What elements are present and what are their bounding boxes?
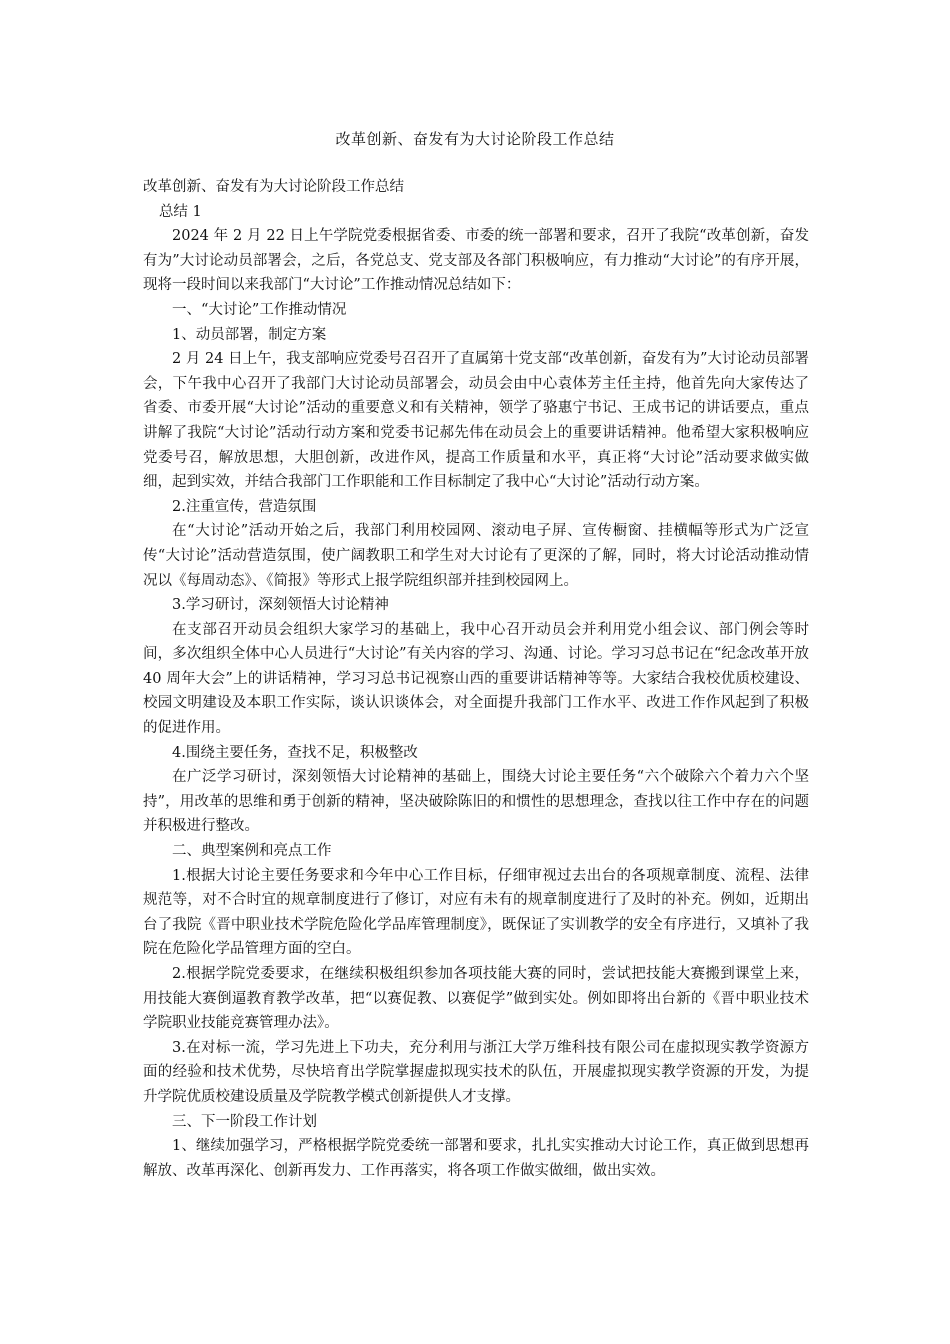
subsection-heading-1-4: 4.围绕主要任务，查找不足，积极整改 [172, 744, 418, 761]
intro-paragraph: 2024 年 2 月 22 日上午学院党委根据省委、市委的统一部署和要求，召开了我院“改革创新，奋发有为”大讨论动员部署会，之后，各党总支、党支部及各部门积极响应，有力推动“大讨论”的有序开展，现将一段时间以来我部门“大讨论”工作推动情况总结如下： [143, 228, 809, 294]
paragraph-3-1: 1、继续加强学习，严格根据学院党委统一部署和要求，扎扎实实推动大讨论工作，真正做到思想再解放、改革再深化、创新再发力、工作再落实，将各项工作做实做细，做出实效。 [143, 1138, 809, 1179]
paragraph-1-2: 在“大讨论”活动开始之后，我部门利用校园网、滚动电子屏、宣传橱窗、挂横幅等形式为广泛宣传“大讨论”活动营造氛围，使广阔教职工和学生对大讨论有了更深的了解，同时，将大讨论活动推动情况以《每周动态》、《简报》等形式上报学院组织部并挂到校园网上。 [143, 523, 809, 589]
subsection-heading-1-2: 2.注重宣传，营造氛围 [172, 498, 317, 515]
paragraph-2-3: 3.在对标一流，学习先进上下功夫，充分利用与浙江大学万维科技有限公司在虚拟现实教学资源方面的经验和技术优势，尽快培育出学院掌握虚拟现实技术的队伍，开展虚拟现实教学资源的开发，为提升学院优质校建设质量及学院教学模式创新提供人才支撑。 [143, 1039, 809, 1105]
section-heading-1: 一、“大讨论”工作推动情况 [172, 301, 347, 318]
section-heading-3: 三、下一阶段工作计划 [172, 1113, 317, 1130]
paragraph-1-4: 在广泛学习研讨，深刻领悟大讨论精神的基础上，围绕大讨论主要任务“六个破除六个着力六个坚持”，用改革的思维和勇于创新的精神，坚决破除陈旧的和惯性的思想理念，查找以往工作中存在的问题并积极进行整改。 [143, 769, 809, 835]
document-title: 改革创新、奋发有为大讨论阶段工作总结 [335, 130, 615, 148]
paragraph-1-3: 在支部召开动员会组织大家学习的基础上，我中心召开动员会并利用党小组会议、部门例会等时间，多次组织全体中心人员进行“大讨论”有关内容的学习、沟通、讨论。学习习总书记在“纪念改革开放 40 周年大会”上的讲话精神，学习习总书记视察山西的重要讲话精神等等。大家结合我校优质校建设、校园文明建设及本职工作实际，谈认识谈体会，对全面提升我部门工作水平、改进工作作风起到了积极的促进作用。 [143, 621, 814, 737]
paragraph-2-1: 1.根据大讨论主要任务要求和今年中心工作目标，仔细审视过去出台的各项规章制度、流程、法律规范等，对不合时宜的规章制度进行了修订，对应有未有的规章制度进行了及时的补充。例如，近期出台了我院《晋中职业技术学院危险化学品库管理制度》，既保证了实训教学的安全有序进行，又填补了我院在危险化学品管理方面的空白。 [143, 867, 809, 958]
summary-number: 总结 1 [158, 203, 202, 220]
paragraph-1-1: 2 月 24 日上午，我支部响应党委号召召开了直属第十党支部“改革创新，奋发有为”大讨论动员部署会，下午我中心召开了我部门大讨论动员部署会，动员会由中心袁体芳主任主持，他首先向大家传达了省委、市委开展“大讨论”活动的重要意义和有关精神，领学了骆惠宁书记、王成书记的讲话要点，重点讲解了我院“大讨论”活动行动方案和党委书记郝先伟在动员会上的重要讲话精神。他希望大家积极响应党委号召，解放思想，大胆创新，改进作风，提高工作质量和水平，真正将“大讨论”活动要求做实做细，起到实效，并结合我部门工作职能和工作目标制定了我中心“大讨论”活动行动方案。 [143, 351, 809, 491]
subsection-heading-1-3: 3.学习研讨，深刻领悟大讨论精神 [172, 597, 389, 614]
paragraph-2-2: 2.根据学院党委要求，在继续积极组织参加各项技能大赛的同时，尝试把技能大赛搬到课堂上来，用技能大赛倒逼教育教学改革，把“以赛促教、以赛促学”做到实处。例如即将出台新的《晋中职业技术学院职业技能竞赛管理办法》。 [143, 966, 809, 1032]
section-heading-2: 二、典型案例和亮点工作 [172, 843, 332, 860]
subsection-heading-1-1: 1、动员部署，制定方案 [172, 326, 327, 343]
document-body [143, 175, 814, 1183]
body-heading: 改革创新、奋发有为大讨论阶段工作总结 [143, 179, 404, 195]
